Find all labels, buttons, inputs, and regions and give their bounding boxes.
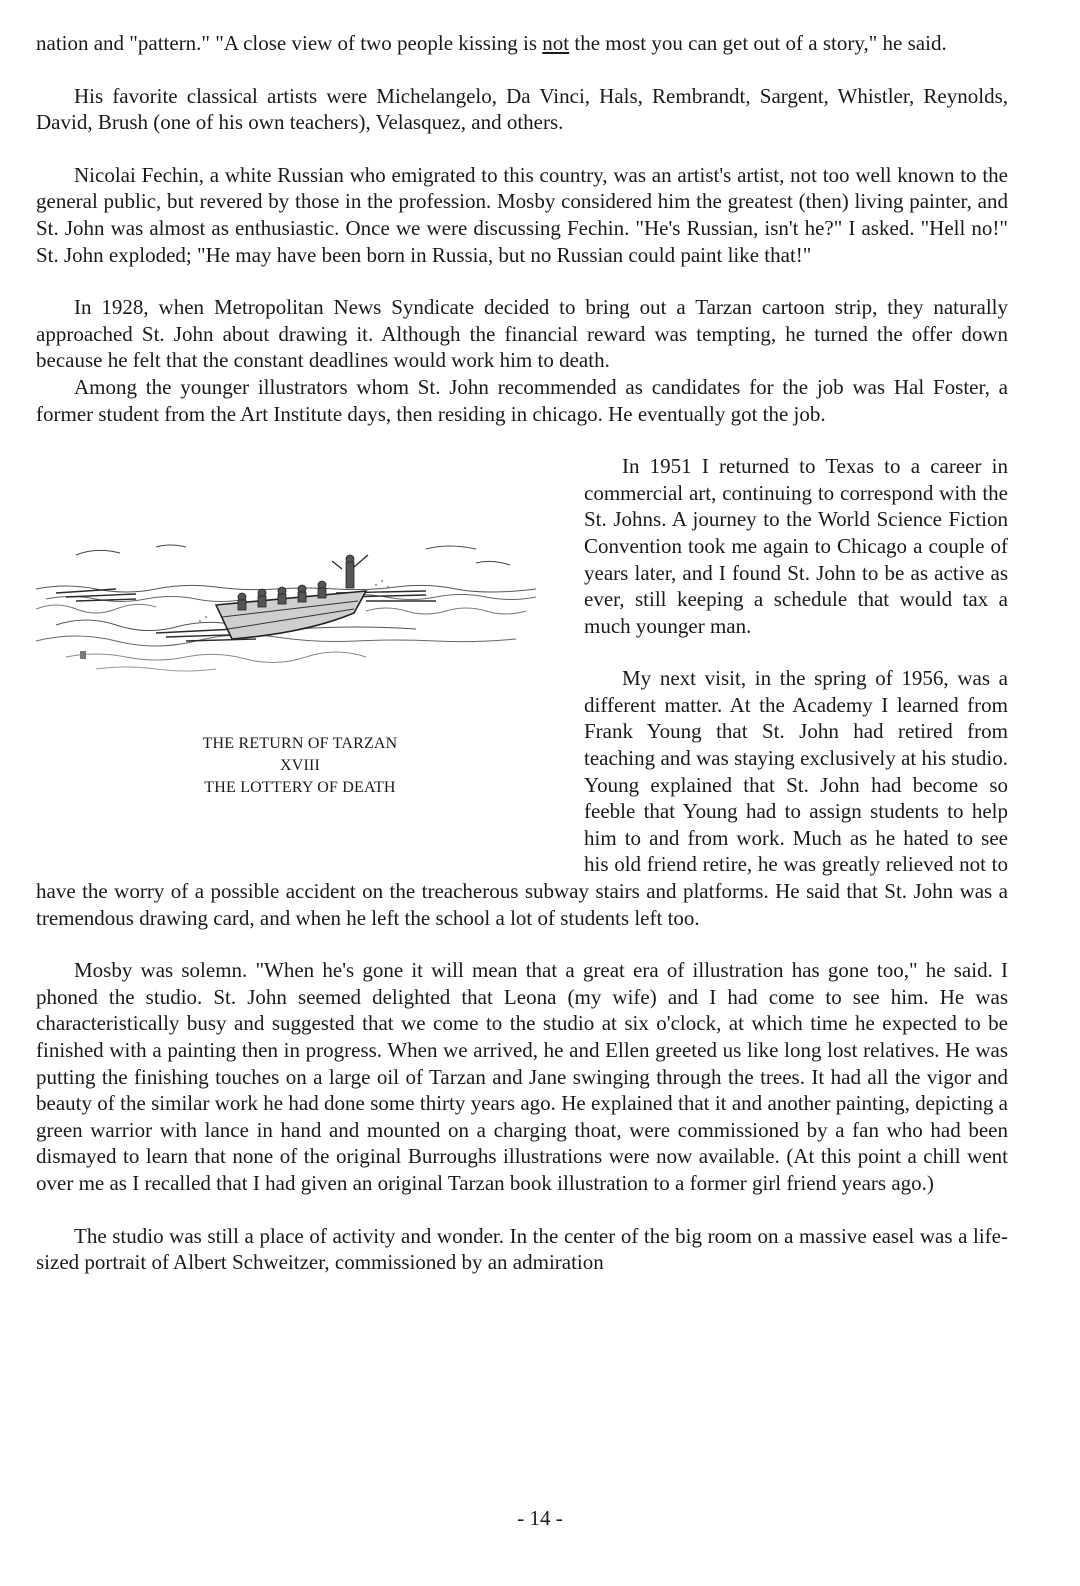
illustration-caption	[96, 733, 504, 799]
paragraph-6: In 1951 I returned to Texas to a career in commercial art, continuing to correspond with the St. Johns. A journey to the World Science Fiction Convention took me again to Chicago a couple of years later, and I found St. John to be as active as ever, still keeping a schedule that would tax a much younger man.	[584, 454, 1008, 638]
paragraph-1: nation and "pattern." "A close view of two people kissing is not the most you can get out of a story," he said.	[36, 31, 947, 55]
rowboat-at-sea-sketch-icon	[36, 537, 536, 677]
paragraph-7: My next visit, in the spring of 1956, was a different matter. At the Academy I learned from Frank Young that St. John had retired from teaching and was staying exclusively at his studio. Young explained that St. John had become so feeble that Young had to assign students to help him to and from work. Much as he hated to see his old friend retire, he was greatly relieved not to have the worry of a possible accident on the treacherous subway stairs and platforms. He said that St. John was a tremendous drawing card, and when he left the school a lot of students left too.	[36, 666, 1008, 930]
paragraph-2: His favorite classical artists were Michelangelo, Da Vinci, Hals, Rembrandt, Sargent, Whistler, Reynolds, David, Brush (one of his own teachers), Velasquez, and others.	[36, 83, 1008, 135]
caption-chapter-title: THE LOTTERY OF DEATH	[204, 779, 396, 797]
caption-title: THE RETURN OF TARZAN	[202, 735, 398, 753]
illustration-block	[36, 453, 584, 865]
page-body	[36, 30, 1008, 1276]
page-number: - 14 -	[517, 1506, 563, 1530]
paragraph-8: Mosby was solemn. "When he's gone it will mean that a great era of illustration has gone too," he said. I phoned the studio. St. John seemed delighted that Leona (my wife) and I had come to see him. He was characteristically busy and suggested that we come to the studio at six o'clock, at which time he expected to be finished with a painting then in progress. When we arrived, he and Ellen greeted us like long lost relatives. He was putting the finishing touches on a large oil of Tarzan and Jane swinging through the trees. It had all the vigor and beauty of the similar work he had done some thirty years ago. He explained that it and another painting, depicting a green warrior with lance in hand and mounted on a charging thoat, were commissioned by a fan who had been dismayed to learn that none of the original Burroughs illustrations were now available. (At this point a chill went over me as I recalled that I had given an original Tarzan book illustration to a former girl friend years ago.)	[36, 958, 1008, 1195]
caption-chapter-number: XVIII	[279, 757, 321, 775]
paragraph-9: The studio was still a place of activity and wonder. In the center of the big room on a massive easel was a life-sized portrait of Albert Schweitzer, commissioned by an admiration	[36, 1223, 1008, 1275]
paragraph-3: Nicolai Fechin, a white Russian who emigrated to this country, was an artist's artist, not too well known to the general public, but revered by those in the profession. Mosby considered him the greatest (then) living painter, and St. John was almost as enthusiastic. Once we were discussing Fechin. "He's Russian, isn't he?" I asked. "Hell no!" St. John exploded; "He may have been born in Russia, but no Russian could paint like that!"	[36, 162, 1008, 267]
paragraph-5: Among the younger illustrators whom St. John recommended as candidates for the job was Hal Foster, a former student from the Art Institute days, then residing in chicago. He eventually got the job.	[36, 374, 1008, 426]
paragraph-4: In 1928, when Metropolitan News Syndicate decided to bring out a Tarzan cartoon strip, they naturally approached St. John about drawing it. Although the financial reward was tempting, he turned the offer down because he felt that the constant deadlines would work him to death.	[36, 295, 1008, 373]
emphasis-not: not	[542, 31, 570, 55]
